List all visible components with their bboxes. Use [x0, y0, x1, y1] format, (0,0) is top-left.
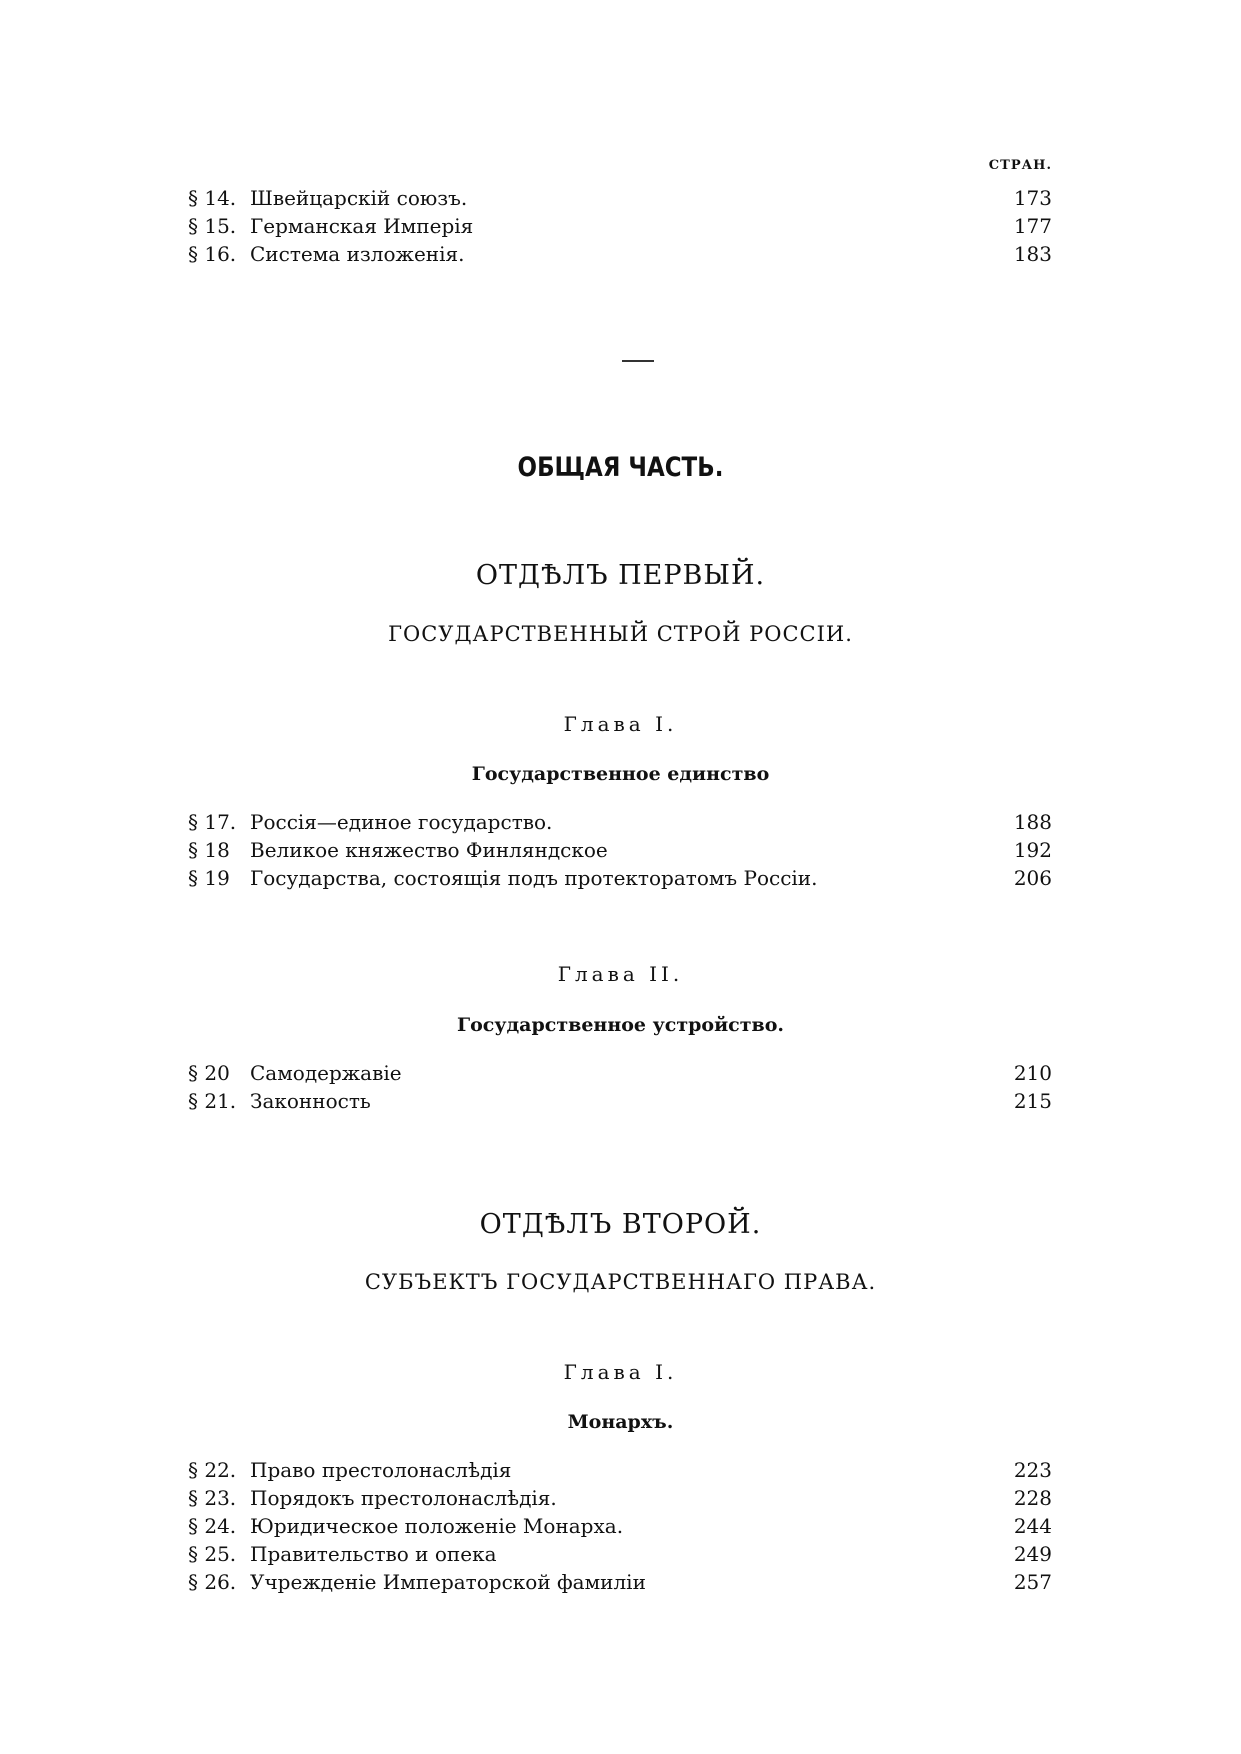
entry-page: 228 [1013, 1486, 1052, 1510]
chapter1-subtitle: Государственное единство [471, 763, 770, 785]
entry-page: 192 [1013, 838, 1052, 862]
toc-entry [188, 1059, 1052, 1087]
entry-page: 223 [1013, 1458, 1052, 1482]
entry-title: Швейцарскій союзъ. [250, 186, 468, 210]
toc-entry [188, 1456, 1052, 1484]
toc-entry [188, 1568, 1052, 1596]
entry-title: Система изложенія. [250, 242, 465, 266]
entry-number: § 16. [188, 242, 237, 266]
toc-entry [188, 836, 1052, 864]
toc-entry [188, 1512, 1052, 1540]
chapter2-subtitle: Государственное устройство. [457, 1014, 784, 1036]
entries-chapter3 [188, 1456, 1052, 1596]
toc-entry [188, 184, 1052, 212]
entry-number: § 25. [188, 1542, 237, 1566]
entry-page: 257 [1013, 1570, 1052, 1594]
entry-number: § 19 [188, 866, 230, 890]
entry-title: Право престолонаслѣдія [250, 1458, 512, 1482]
entry-number: § 18 [188, 838, 230, 862]
chapter2-title: Глава II. [557, 962, 684, 986]
entry-title: Великое княжество Финляндское [250, 838, 608, 862]
section1-title: ОТДѢЛЪ ПЕРВЫЙ. [475, 560, 766, 591]
entry-page: 215 [1013, 1089, 1052, 1113]
entry-page: 177 [1013, 214, 1052, 238]
entry-title: Правительство и опека [250, 1542, 497, 1566]
toc-entry [188, 808, 1052, 836]
entry-number: § 26. [188, 1570, 237, 1594]
entry-page: 188 [1013, 810, 1052, 834]
entry-page: 206 [1013, 866, 1052, 890]
entry-number: § 17. [188, 810, 237, 834]
chapter3-subtitle: Монархъ. [567, 1411, 674, 1433]
entry-number: § 24. [188, 1514, 237, 1538]
entry-number: § 15. [188, 214, 237, 238]
toc-entry [188, 212, 1052, 240]
entry-page: 244 [1013, 1514, 1052, 1538]
entry-number: § 14. [188, 186, 237, 210]
entry-title: Россія—единое государство. [250, 810, 553, 834]
entry-title: Учрежденіе Императорской фамиліи [250, 1570, 646, 1594]
divider-rule [622, 360, 654, 362]
entry-page: 249 [1013, 1542, 1052, 1566]
chapter1-title: Глава I. [563, 712, 678, 736]
entry-title: Юридическое положеніе Монарха. [250, 1514, 624, 1538]
entry-page: 183 [1013, 242, 1052, 266]
entry-number: § 23. [188, 1486, 237, 1510]
toc-entry [188, 1540, 1052, 1568]
section1-subtitle: ГОСУДАРСТВЕННЫЙ СТРОЙ РОССІИ. [388, 622, 853, 646]
entry-title: Самодержавіе [250, 1061, 402, 1085]
part-title: ОБЩАЯ ЧАСТЬ. [517, 452, 724, 483]
entry-page: 210 [1013, 1061, 1052, 1085]
entry-title: Порядокъ престолонаслѣдія. [250, 1486, 557, 1510]
entry-number: § 21. [188, 1089, 237, 1113]
chapter3-title: Глава I. [563, 1360, 678, 1384]
page-column-header: СТРАН. [988, 158, 1052, 173]
section2-subtitle: СУБЪЕКТЪ ГОСУДАРСТВЕННАГО ПРАВА. [364, 1270, 877, 1294]
toc-entry [188, 1087, 1052, 1115]
toc-entry [188, 864, 1052, 892]
entry-title: Законность [250, 1089, 371, 1113]
entry-title: Германская Имперія [250, 214, 474, 238]
toc-entry [188, 1484, 1052, 1512]
entry-number: § 20 [188, 1061, 230, 1085]
entry-number: § 22. [188, 1458, 237, 1482]
entries-chapter2 [188, 1059, 1052, 1115]
entry-title: Государства, состоящія подъ протекторатомъ Россіи. [250, 866, 818, 890]
section2-title: ОТДѢЛЪ ВТОРОЙ. [479, 1209, 762, 1240]
entries-chapter1 [188, 808, 1052, 892]
entry-page: 173 [1013, 186, 1052, 210]
entries-top [188, 184, 1052, 268]
toc-entry [188, 240, 1052, 268]
